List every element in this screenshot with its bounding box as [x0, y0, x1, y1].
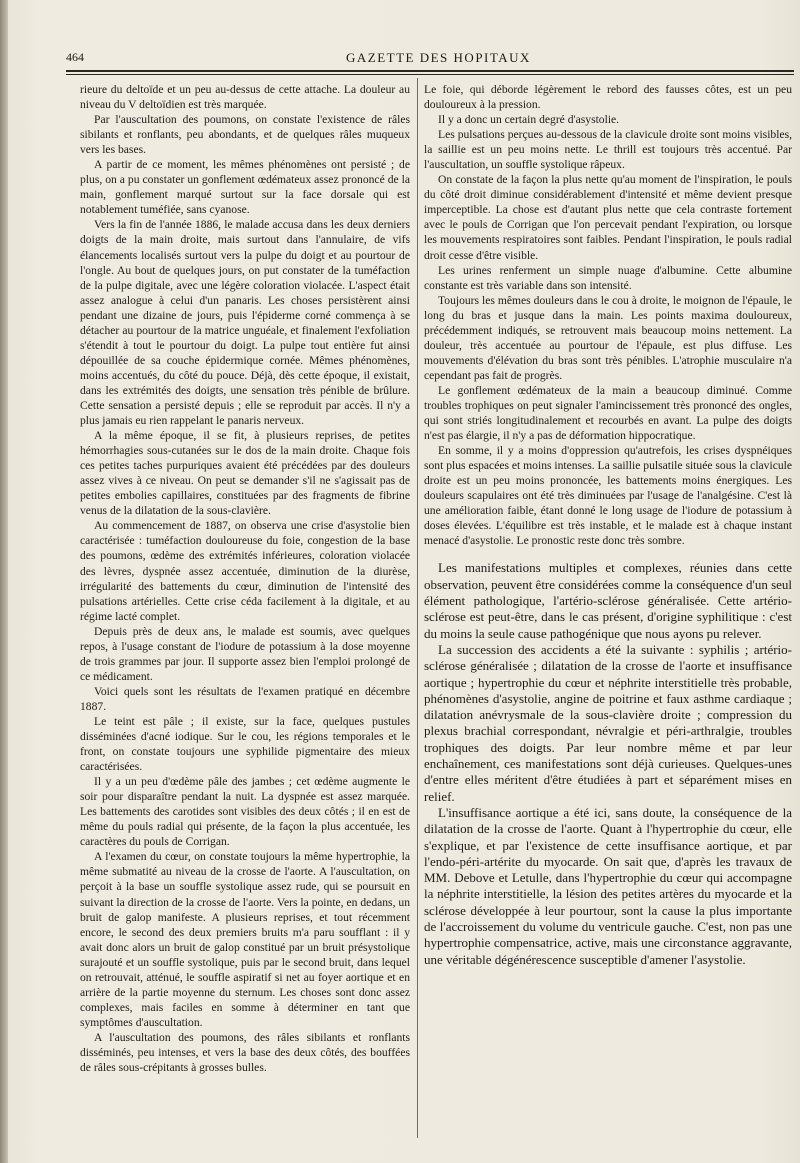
observation-continuation: [424, 82, 792, 548]
paragraph: On constate de la façon la plus nette qu'au moment de l'inspiration, le pouls du côté droit diminue considérablement d'intensité et même devient presque imperceptible. La chose est d'autant plus nette que cela contraste fortement avec le pouls de Corrigan que l'on percevait pendant l'expiration, ou lorsque les mouvements respiratoires sont faibles. Pendant l'inspiration, le pouls radial droit cesse d'être visible.: [424, 173, 792, 262]
paragraph: La succession des accidents a été la suivante : syphilis ; artério-sclérose généralisée ; dilatation de la crosse de l'aorte et insuffisance aortique ; hypertrophie du cœur et néphrite interstitielle très probable, phénomènes d'asystolie, angine de poitrine et faux asthme cardiaque ; dilatation anévrysmale de la sous-clavière droite ; compression du plexus brachial correspondant, névralgie et péri-arthralgie, troubles trophiques des doigts. Par leur nombre même et par leur enchaînement, ces manifestations sont déjà curieuses. Quelques-unes d'entre elles méritent d'être étudiées à part et séparément mises en relief.: [424, 641, 792, 804]
paragraph: Le gonflement œdémateux de la main a beaucoup diminué. Comme troubles trophiques on peut signaler l'amincissement très prononcé des ongles, qui sont striés longitudinalement et recourbés en avant. La pulpe des doigts n'est pas élargie, il n'y a pas de déformation hippocratique.: [424, 383, 792, 443]
paragraph: Par l'auscultation des poumons, on constate l'existence de râles sibilants et ronflants, peu abondants, et de quelques râles muqueux vers les bases.: [80, 113, 410, 157]
paragraph: A l'examen du cœur, on constate toujours la même hypertrophie, la même submatité au niveau de la crosse de l'aorte. A l'auscultation, on perçoit à la base un souffle systolique assez rude, qui se poursuit en suivant la direction de la crosse de l'aorte. Vers la pointe, en dedans, un bruit de galop manifeste. A plusieurs reprises, et tout récemment encore, le second des deux premiers bruits m'a paru soufflant : il y avait donc alors un bruit de galop constitué par un bruit présystolique surajouté et un souffle systolique, puis par le second bruit, dans lequel on retrouvait, atténué, le souffle aspiratif si net au foyer aortique et en arrière de la partie moyenne du sternum. Les choses sont donc assez complexes, mais faciles en somme à déterminer en tant que symptômes d'auscultation.: [80, 850, 410, 1029]
paragraph: A l'auscultation des poumons, des râles sibilants et ronflants disséminés, peu intenses, et vers la base des deux côtés, des bouffées de râles sous-crépitants à grosses bulles.: [80, 1030, 410, 1075]
left-column: [80, 82, 410, 1075]
section-gap: [424, 548, 792, 556]
paragraph: Les manifestations multiples et complexes, réunies dans cette observation, peuvent être considérées comme la conséquence d'un seul élément pathologique, l'artério-sclérose généralisée. Cette artério-sclérose est peut-être, dans le cas présent, d'origine syphilitique : c'est du moins la seule cause pathogénique que nous ayons pu relever.: [424, 560, 793, 641]
paragraph: Le foie, qui déborde légèrement le rebord des fausses côtes, est un peu douloureux à la pression.: [424, 83, 792, 112]
book-spine-shadow: [0, 0, 8, 1163]
paragraph: Toujours les mêmes douleurs dans le cou à droite, le moignon de l'épaule, le long du bras et jusque dans la main. Les points maxima douloureux, précédemment indiqués, se retrouvent mais beaucoup moins nettement. La douleur, très accentuée au pourtour de l'épaule, est plus diffuse. Les mouvements d'élévation du bras sont très pénibles. L'atrophie musculaire n'a cependant pas fait de progrès.: [424, 293, 792, 382]
paragraph: Les urines renferment un simple nuage d'albumine. Cette albumine constante est très variable dans son intensité.: [424, 263, 792, 292]
paragraph: Au commencement de 1887, on observa une crise d'asystolie bien caractérisée : tuméfaction douloureuse du foie, congestion de la base des poumons, œdème des extrémités inférieures, coloration violacée des lèvres, dyspnée assez accentuée, diminution de la diurèse, irrégularité des battements du cœur, diminution de l'intensité des pulsations artérielles. Cette crise céda facilement à la digitale, et au régime lacté complet.: [80, 519, 410, 623]
paragraph: L'insuffisance aortique a été ici, sans doute, la conséquence de la dilatation de la crosse de l'aorte. Quant à l'hypertrophie du cœur, elle s'explique, et par l'existence de cette insuffisance aortique, et par l'endo-péri-artérite du myocarde. On sait que, d'après les travaux de MM. Debove et Letulle, dans l'hypertrophie du cœur qui accompagne la néphrite interstitielle, la lésion des petites artères du myocarde et la sclérose développée à leur pourtour, sont la cause la plus importante de l'accroissement du volume du ventricule gauche. C'est, non pas une hypertrophie compensatrice, active, mais une circonstance aggravante, une véritable dégénérescence susceptible d'amener l'asystolie.: [424, 804, 792, 967]
paragraph: A la même époque, il se fit, à plusieurs reprises, de petites hémorrhagies sous-cutanées sur le dos de la main droite. Chaque fois ces petites taches purpuriques avaient été précédées par des douleurs assez vives à ce niveau. On peut se demander s'il ne s'agissait pas de petites embolies capillaires, constituées par des fragments de fibrine venus de la dilatation de la sous-clavière.: [80, 429, 410, 518]
paragraph: Voici quels sont les résultats de l'examen pratiqué en décembre 1887.: [80, 684, 410, 713]
header-rule-thin: [66, 74, 794, 75]
paragraph: En somme, il y a moins d'oppression qu'autrefois, les crises dyspnéiques sont plus espacées et moins intenses. La saillie pulsatile située sous la clavicule droite est un peu moins prononcée, les battements moins énergiques. Les douleurs scapulaires ont été très diminuées par l'usage de l'analgésine. C'est là une amélioration faible, étant donné le long usage de l'iodure de potassium à doses élevées. L'équilibre est très instable, et le malade est à chaque instant menacé d'asystolie. Le pronostic reste donc très sombre.: [424, 444, 793, 548]
commentary: [424, 560, 792, 967]
paragraph: Depuis près de deux ans, le malade est soumis, avec quelques repos, à l'usage constant de l'iodure de potassium à la dose moyenne de trois grammes par jour. Il supporte assez bien l'emploi prolongé de ce médicament.: [80, 624, 410, 683]
page-header: [66, 50, 796, 68]
paragraph: Les pulsations perçues au-dessous de la clavicule droite sont moins visibles, la saillie est un peu moins nette. Le thrill est toujours très accentué. Par l'auscultation, un souffle systolique râpeux.: [424, 128, 792, 172]
paragraph: Le teint est pâle ; il existe, sur la face, quelques pustules disséminées d'acné iodique. Sur le cou, les régions temporales et le front, on constate toujours une syphilide pigmentaire des mieux caractérisées.: [80, 714, 410, 774]
page-number: 464: [66, 50, 84, 64]
right-column: [424, 82, 792, 968]
paragraph: A partir de ce moment, les mêmes phénomènes ont persisté ; de plus, on a pu constater un gonflement œdémateux assez prononcé de la main, gonflement marqué surtout sur la face dorsale qui est notablement tuméfiée, sans cyanose.: [80, 158, 410, 217]
header-rule: [66, 70, 794, 72]
paragraph: Il y a un peu d'œdème pâle des jambes ; cet œdème augmente le soir pour disparaître pendant la nuit. La dyspnée est assez marquée. Les battements des carotides sont visibles des deux côtés ; il en est de même du pouls radial qui présente, de la façon la plus accentuée, les caractères du pouls de Corrigan.: [80, 775, 410, 849]
paragraph: rieure du deltoïde et un peu au-dessus de cette attache. La douleur au niveau du V deltoïdien est très marquée.: [80, 83, 410, 112]
column-divider: [417, 78, 418, 1138]
journal-title: GAZETTE DES HOPITAUX: [346, 50, 531, 65]
paragraph: Vers la fin de l'année 1886, le malade accusa dans les deux derniers doigts de la main droite, mais surtout dans l'annulaire, de vifs élancements localisés surtout vers la pulpe du doigt et au pourtour de l'ongle. Au bout de quelques jours, on put constater de la tuméfaction de la pulpe digitale, avec une légère coloration violacée. L'aspect était assez analogue à celui d'un panaris. Les choses persistèrent ainsi pendant une dizaine de jours, puis l'épiderme corné commença à se détacher au pourtour de la matrice unguéale, et finalement l'exfoliation s'étendit à tout le pourtour du doigt. La pulpe tout entière fut ainsi dépouillée de sa couche épidermique cornée. Mêmes phénomènes, moins accentués, du côté du pouce. Déjà, dès cette époque, il existait, dans les extrémités des doigts, une sensation très pénible de brûlure. Cette sensation a persisté depuis ; elle se reproduit par accès. Il n'y a plus jamais eu rien rappelant le panaris nerveux.: [80, 218, 410, 428]
paragraph: Il y a donc un certain degré d'asystolie.: [438, 113, 620, 127]
